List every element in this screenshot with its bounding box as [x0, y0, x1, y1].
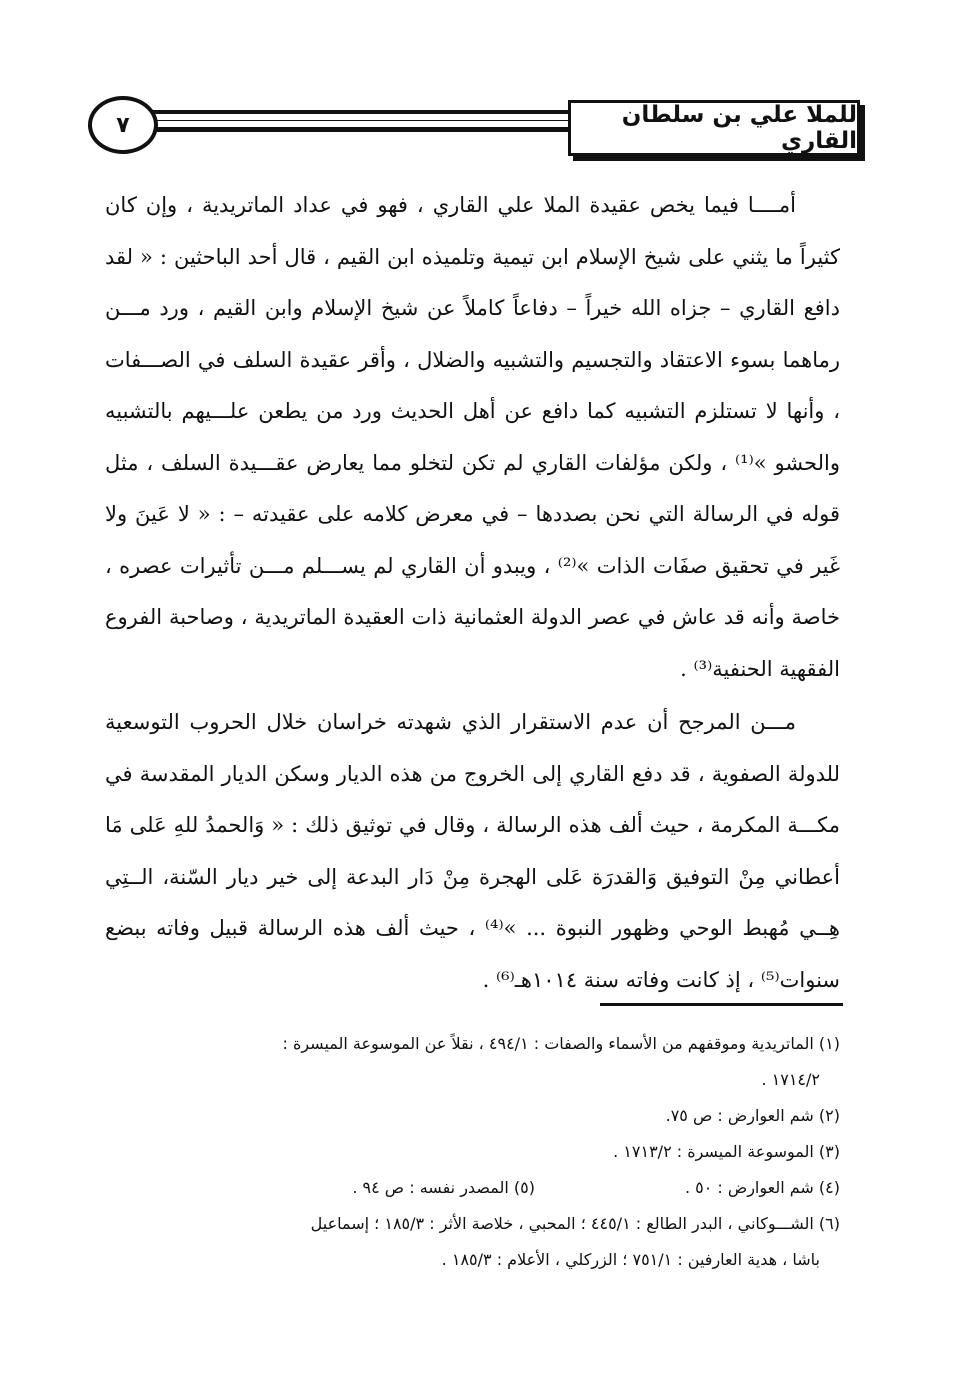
- main-text: [105, 180, 840, 1006]
- paragraph-1: أمــــا فيما يخص عقيدة الملا علي القاري ، فهو في عداد الماتريدية ، وإن كان كثيراً ما يثني على شيخ الإسلام ابن تيمية وتلميذه ابن القيم ، قال أحد الباحثين : « لقد دافع القاري – جزاه الله خيراً – دفاعاً كاملاً عن شيخ الإسلام وابن القيم ، ورد مـــن رماهما بسوء الاعتقاد والتجسيم والتشبيه والضلال ، وأقر عقيدة السلف في الصـــفات ، وأنها لا تستلزم التشبيه كما دافع عن أهل الحديث ورد من يطعن علـــيهم بالتشبيه والحشو »⁽¹⁾ ، ولكن مؤلفات القاري لم تكن لتخلو مما يعارض عقـــيدة السلف ، مثل قوله في الرسالة التي نحن بصددها – في معرض كلامه على عقيدته – : « لا عَينَ ولا غَير في تحقيق صفَات الذات »⁽²⁾ ، ويبدو أن القاري لم يســـلم مـــن تأثيرات عصره ، خاصة وأنه قد عاش في عصر الدولة العثمانية ذات العقيدة الماتريدية ، وصاحبة الفروع الفقهية الحنفية⁽³⁾ .: [105, 193, 840, 681]
- footnotes: [100, 1026, 840, 1278]
- footnote-6-continued: باشا ، هدية العارفين : ٧٥١/١ ؛ الزركلي ، الأعلام : ١٨٥/٣ .: [441, 1250, 820, 1269]
- footnote-separator: [600, 1003, 843, 1006]
- page-number: [88, 96, 158, 154]
- footnote-row-4-5: [100, 1170, 840, 1206]
- footnote-1: (١) الماتريدية وموقفهم من الأسماء والصفات : ٤٩٤/١ ، نقلاً عن الموسوعة الميسرة :: [282, 1034, 840, 1053]
- footnote-4: (٤) شم العوارض : ٥٠ .: [684, 1178, 840, 1197]
- header-rule-thin: [150, 120, 568, 121]
- footnote-3: (٣) الموسوعة الميسرة : ١٧١٣/٢ .: [613, 1142, 840, 1161]
- footnote-1-continued: ١٧١٤/٢ .: [761, 1070, 820, 1089]
- footnote-6: (٦) الشـــوكاني ، البدر الطالع : ٤٤٥/١ ؛ المحبي ، خلاصة الأثر : ١٨٥/٣ ؛ إسماعيل: [310, 1214, 840, 1233]
- running-header-title: [568, 100, 860, 156]
- paragraph-2: مـــن المرجح أن عدم الاستقرار الذي شهدته خراسان خلال الحروب التوسعية للدولة الصفوية ، قد دفع القاري إلى الخروج من هذه الديار وسكن الديار المقدسة في مكـــة المكرمة ، حيث ألف هذه الرسالة ، وقال في توثيق ذلك : « وَالحمدُ للهِ عَلى مَا أعطاني مِنْ التوفيق وَالقدرَة عَلى الهجرة مِنْ دَار البدعة إلى خير ديار السّنة، الــتِي هِــي مُهبط الوحي وظهور النبوة ... »⁽⁴⁾ ، حيث ألف هذه الرسالة قبيل وفاته ببضع سنوات⁽⁵⁾ ، إذ كانت وفاته سنة ١٠١٤هـ⁽⁶⁾ .: [105, 710, 840, 992]
- footnote-5: (٥) المصدر نفسه : ص ٩٤ .: [352, 1178, 535, 1197]
- page-number-text: ٧: [116, 112, 130, 138]
- header-rule-thick: [150, 127, 568, 132]
- running-header-text: للملا علي بن سلطان القاري: [621, 102, 857, 154]
- header-rule: [150, 110, 568, 114]
- footnote-2: (٢) شم العوارض : ص ٧٥.: [665, 1106, 840, 1125]
